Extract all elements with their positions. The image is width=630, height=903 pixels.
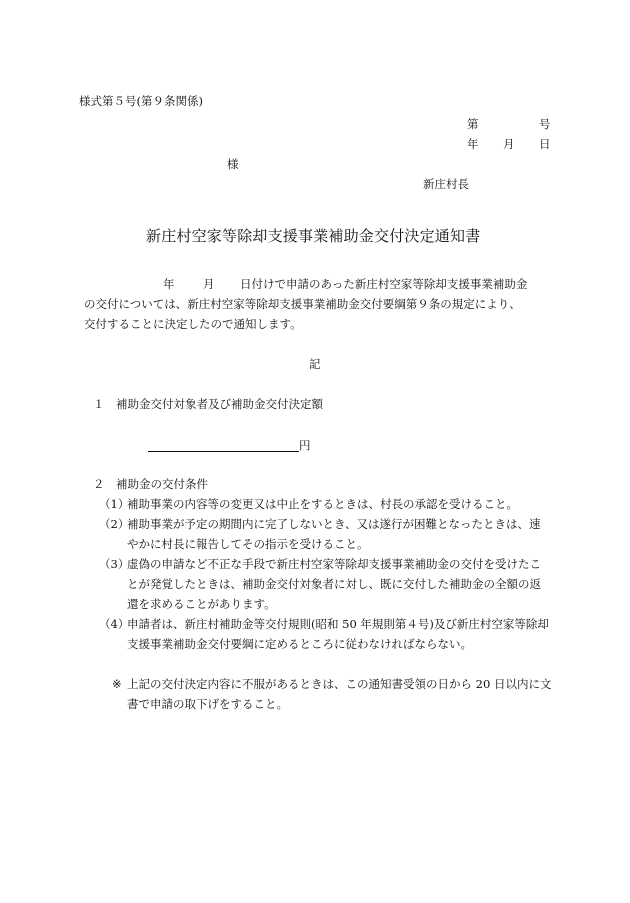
form-number: 様式第５号(第９条関係) xyxy=(79,94,203,108)
date-day-label: 日 xyxy=(539,137,551,151)
condition-2-line-2: やかに村長に報告してその指示を受けること。 xyxy=(127,537,369,551)
condition-1-number: （1） xyxy=(99,497,130,511)
body-paragraph-line-3: 交付することに決定したので通知します。 xyxy=(84,317,302,331)
condition-3-line-2: とが発覚したときは、補助金交付対象者に対し、既に交付した補助金の全額の返 xyxy=(127,577,541,591)
date-month-label: 月 xyxy=(503,137,515,151)
note-line-2: 書で申請の取下げをすること。 xyxy=(127,697,288,711)
section-2-heading xyxy=(93,479,208,491)
section-2-title: 補助金の交付条件 xyxy=(116,477,208,491)
condition-4-line-2: 支援事業補助金交付要綱に定めるところに従わなければならない。 xyxy=(127,637,472,651)
condition-4-line-1: 申請者は、新庄村補助金等交付規則(昭和 50 年規則第４号)及び新庄村空家等除却 xyxy=(127,617,549,631)
document-number-suffix: 号 xyxy=(539,117,551,131)
section-2-number: ２ xyxy=(93,477,105,491)
addressee-honorific: 様 xyxy=(227,157,239,171)
note-line-1: 上記の交付決定内容に不服があるときは、この通知書受領の日から 20 日以内に文 xyxy=(127,677,552,691)
ki-heading: 記 xyxy=(309,357,321,371)
body-paragraph-line-1: 日付けで申請のあった新庄村空家等除却支援事業補助金 xyxy=(240,277,528,291)
document-title: 新庄村空家等除却支援事業補助金交付決定通知書 xyxy=(146,227,481,245)
condition-3-line-3: 還を求めることがあります。 xyxy=(127,597,276,611)
condition-2-number: （2） xyxy=(99,517,130,531)
document-number-prefix: 第 xyxy=(467,117,479,131)
condition-2-line-1: 補助事業が予定の期間内に完了しないとき、又は遂行が困難となったときは、速 xyxy=(127,517,541,531)
condition-1-line-1: 補助事業の内容等の変更又は中止をするときは、村長の承認を受けること。 xyxy=(127,497,518,511)
condition-3-number: （3） xyxy=(99,557,130,571)
sender-name: 新庄村長 xyxy=(423,177,469,191)
body-year-label: 年 xyxy=(163,277,175,291)
date-year-label: 年 xyxy=(467,137,479,151)
note-mark: ※ xyxy=(112,677,122,691)
section-1-number: １ xyxy=(93,397,105,411)
amount-unit: 円 xyxy=(299,438,311,453)
section-1-title: 補助金交付対象者及び補助金交付決定額 xyxy=(116,397,323,411)
condition-4-number: （4） xyxy=(99,617,130,631)
body-paragraph-line-2: の交付については、新庄村空家等除却支援事業補助金交付要綱第９条の規定により、 xyxy=(84,297,521,311)
body-month-label: 月 xyxy=(203,277,215,291)
amount-row xyxy=(148,439,311,452)
section-1-heading xyxy=(93,399,323,411)
amount-blank-line xyxy=(148,439,299,452)
condition-3-line-1: 虚偽の申請など不正な手段で新庄村空家等除却支援事業補助金の交付を受けたこ xyxy=(127,557,541,571)
